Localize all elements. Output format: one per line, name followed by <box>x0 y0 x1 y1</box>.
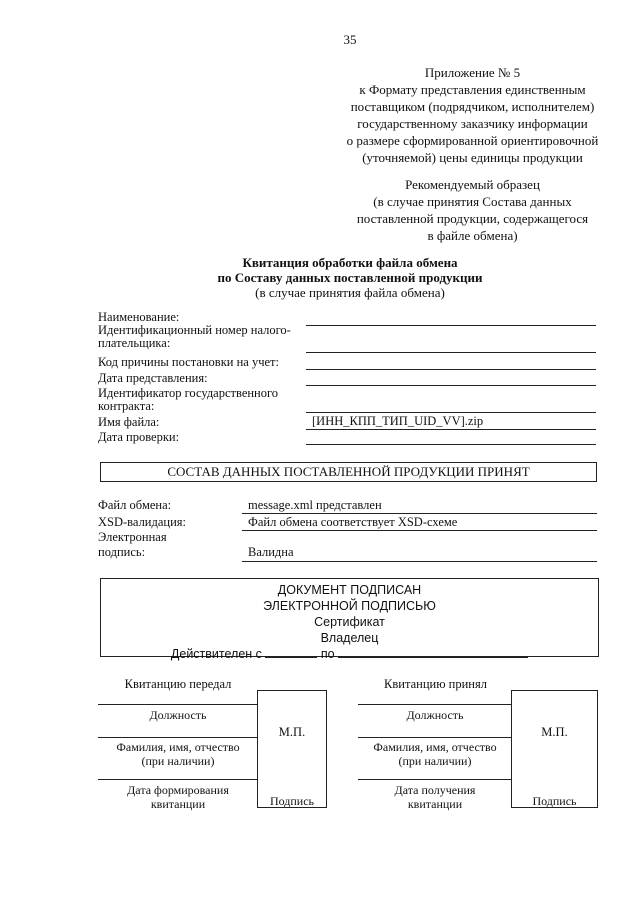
receipt-title-line2: по Составу данных поставленной продукции <box>217 270 483 285</box>
receiver-fio-line <box>358 737 512 738</box>
field-label-kpp: Код причины постановки на учет: <box>98 355 279 369</box>
recommended-line: в файле обмена) <box>427 228 518 243</box>
receipt-subtitle: (в случае принятия файла обмена) <box>255 285 445 300</box>
field-line-contract <box>306 412 596 413</box>
page-number: 35 <box>343 32 357 47</box>
receiver-position-label: Должность <box>406 708 464 722</box>
signed-line1: ДОКУМЕНТ ПОДПИСАН <box>277 583 422 597</box>
validity-line: Действителен с по <box>101 646 598 662</box>
recommended-line: поставленной продукции, содержащегося <box>356 211 589 226</box>
receiver-stamp-box <box>511 690 598 808</box>
recommended-line: (в случае принятия Состава данных <box>373 194 572 209</box>
appendix-line: (уточняемой) цены единицы продукции <box>362 150 583 165</box>
exchange-file-value: message.xml представлен <box>248 498 382 512</box>
appendix-header <box>320 64 625 166</box>
field-line-inn <box>306 352 596 353</box>
field-line-date-checked <box>306 444 596 445</box>
esign-line <box>242 561 597 562</box>
sender-date-line <box>98 779 258 780</box>
receiver-signature-label: Подпись <box>532 794 577 808</box>
receiver-date-line <box>358 779 512 780</box>
field-line-kpp <box>306 369 596 370</box>
file-name-value: [ИНН_КПП_ТИП_UID_VV].zip <box>312 414 484 428</box>
receiver-date-label: Дата получения квитанции <box>394 783 476 811</box>
receiver-fio-label: Фамилия, имя, отчество (при наличии) <box>373 740 497 768</box>
electronic-signature-box <box>100 578 599 661</box>
field-label-inn: Идентификационный номер налого- плательщика: <box>98 323 291 350</box>
sender-stamp-label: М.П. <box>278 725 306 739</box>
field-label-contract: Идентификатор государственного контракта: <box>98 386 279 413</box>
certificate-label: Сертификат <box>314 615 385 629</box>
sender-date-label: Дата формирования квитанции <box>127 783 229 811</box>
recommended-title: Рекомендуемый образец <box>405 177 540 192</box>
exchange-file-line <box>242 513 597 514</box>
xsd-line <box>242 530 597 531</box>
appendix-line: к Формату представления единственным <box>359 82 586 97</box>
receiver-stamp-label: М.П. <box>541 725 568 739</box>
xsd-label: XSD-валидация: <box>98 515 187 529</box>
recommended-sample <box>320 176 625 244</box>
status-banner: СОСТАВ ДАННЫХ ПОСТАВЛЕННОЙ ПРОДУКЦИИ ПРИНЯТ <box>100 462 597 482</box>
field-line-file-name <box>306 429 596 430</box>
exchange-file-label: Файл обмена: <box>98 498 172 512</box>
field-label-date-submitted: Дата представления: <box>98 371 208 385</box>
xsd-value: Файл обмена соответствует XSD-схеме <box>248 515 458 529</box>
receiver-position-line <box>358 704 512 705</box>
sender-signature-label: Подпись <box>269 794 315 808</box>
field-line-date-submitted <box>306 385 596 386</box>
field-label-name: Наименование: <box>98 310 180 324</box>
receiver-title: Квитанцию принял <box>384 677 487 691</box>
field-label-date-checked: Дата проверки: <box>98 430 180 444</box>
appendix-line: поставщиком (подрядчиком, исполнителем) <box>350 99 595 114</box>
sender-stamp-box <box>257 690 327 808</box>
appendix-line: о размере сформированной ориентировочной <box>346 133 599 148</box>
owner-label: Владелец <box>320 631 379 645</box>
receipt-title-line1: Квитанция обработки файла обмена <box>242 255 458 270</box>
sender-position-line <box>98 704 258 705</box>
sender-fio-line <box>98 737 258 738</box>
signed-line2: ЭЛЕКТРОННОЙ ПОДПИСЬЮ <box>263 599 436 613</box>
field-line-name <box>306 325 596 326</box>
field-label-file-name: Имя файла: <box>98 415 160 429</box>
esign-label: Электронная подпись: <box>98 530 167 559</box>
sender-title: Квитанцию передал <box>124 677 232 691</box>
sender-position-label: Должность <box>149 708 207 722</box>
receipt-title <box>90 255 610 300</box>
appendix-line: государственному заказчику информации <box>357 116 588 131</box>
esign-value: Валидна <box>248 545 294 559</box>
appendix-title: Приложение № 5 <box>424 65 521 80</box>
sender-fio-label: Фамилия, имя, отчество (при наличии) <box>116 740 240 768</box>
